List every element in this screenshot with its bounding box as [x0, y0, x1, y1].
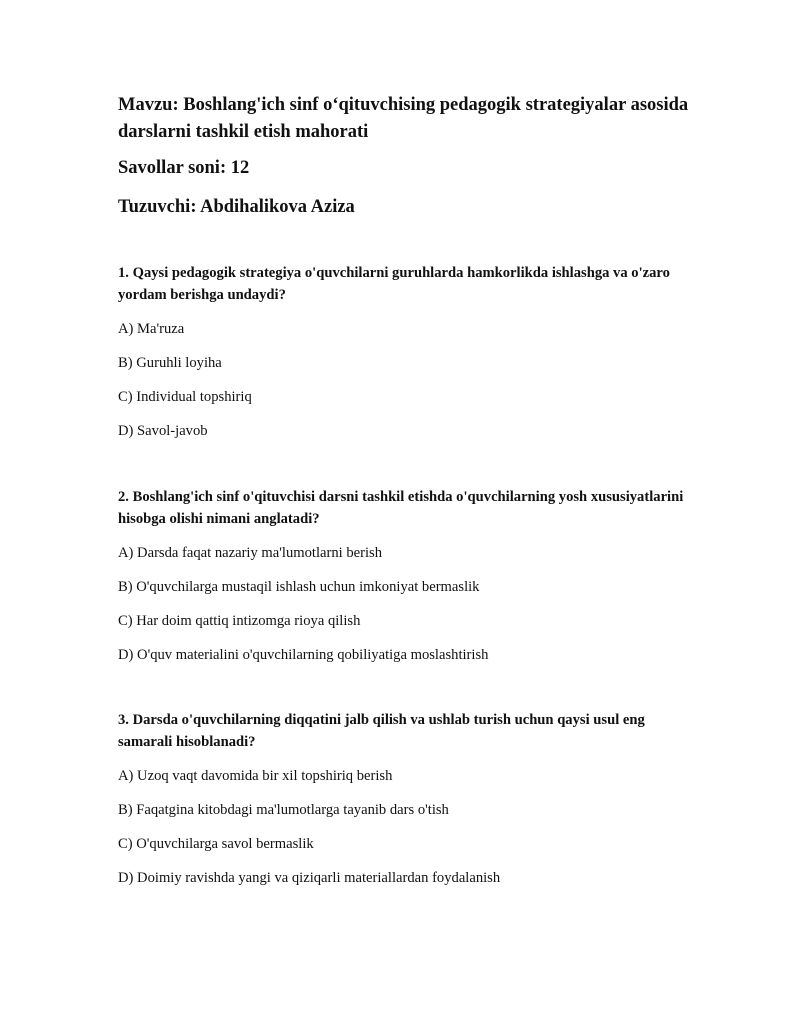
question-text: 3. Darsda o'quvchilarning diqqatini jalb qilish va ushlab turish uchun qaysi usul eng samarali hisoblanadi? [118, 712, 645, 750]
document-title: Mavzu: Boshlang'ich sinf o‘qituvchising pedagogik strategiyalar asosida darslarni tashkil etish mahorati [118, 95, 689, 142]
question-block-2 [118, 486, 698, 678]
author-line: Tuzuvchi: Abdihalikova Aziza [118, 197, 355, 217]
question-count: Savollar soni: 12 [118, 158, 250, 178]
document-page [118, 92, 698, 886]
answer-option-a: A) Uzoq vaqt davomida bir xil topshiriq berish [118, 768, 393, 784]
answer-option-c: C) Har doim qattiq intizomga rioya qilish [118, 613, 361, 629]
answer-option-c: C) O'quvchilarga savol bermaslik [118, 836, 314, 852]
answer-option-b: B) O'quvchilarga mustaqil ishlash uchun imkoniyat bermaslik [118, 579, 480, 595]
answer-option-d: D) Doimiy ravishda yangi va qiziqarli materiallardan foydalanish [118, 870, 501, 886]
question-text: 1. Qaysi pedagogik strategiya o'quvchilarni guruhlarda hamkorlikda ishlashga va o'zaro yordam berishga undaydi? [118, 265, 670, 303]
answer-option-b: B) Guruhli loyiha [118, 355, 222, 371]
question-text: 2. Boshlang'ich sinf o'qituvchisi darsni tashkil etishda o'quvchilarning yosh xususiyatlarini hisobga olishi nimani anglatadi? [118, 489, 684, 527]
question-block-1 [118, 262, 698, 454]
answer-option-c: C) Individual topshiriq [118, 389, 252, 405]
question-block-3 [118, 709, 698, 901]
answer-option-a: A) Darsda faqat nazariy ma'lumotlarni berish [118, 545, 382, 561]
answer-option-b: B) Faqatgina kitobdagi ma'lumotlarga tayanib dars o'tish [118, 802, 449, 818]
answer-option-d: D) Savol-javob [118, 423, 208, 439]
answer-option-a: A) Ma'ruza [118, 321, 185, 337]
answer-option-d: D) O'quv materialini o'quvchilarning qobiliyatiga moslashtirish [118, 647, 489, 663]
